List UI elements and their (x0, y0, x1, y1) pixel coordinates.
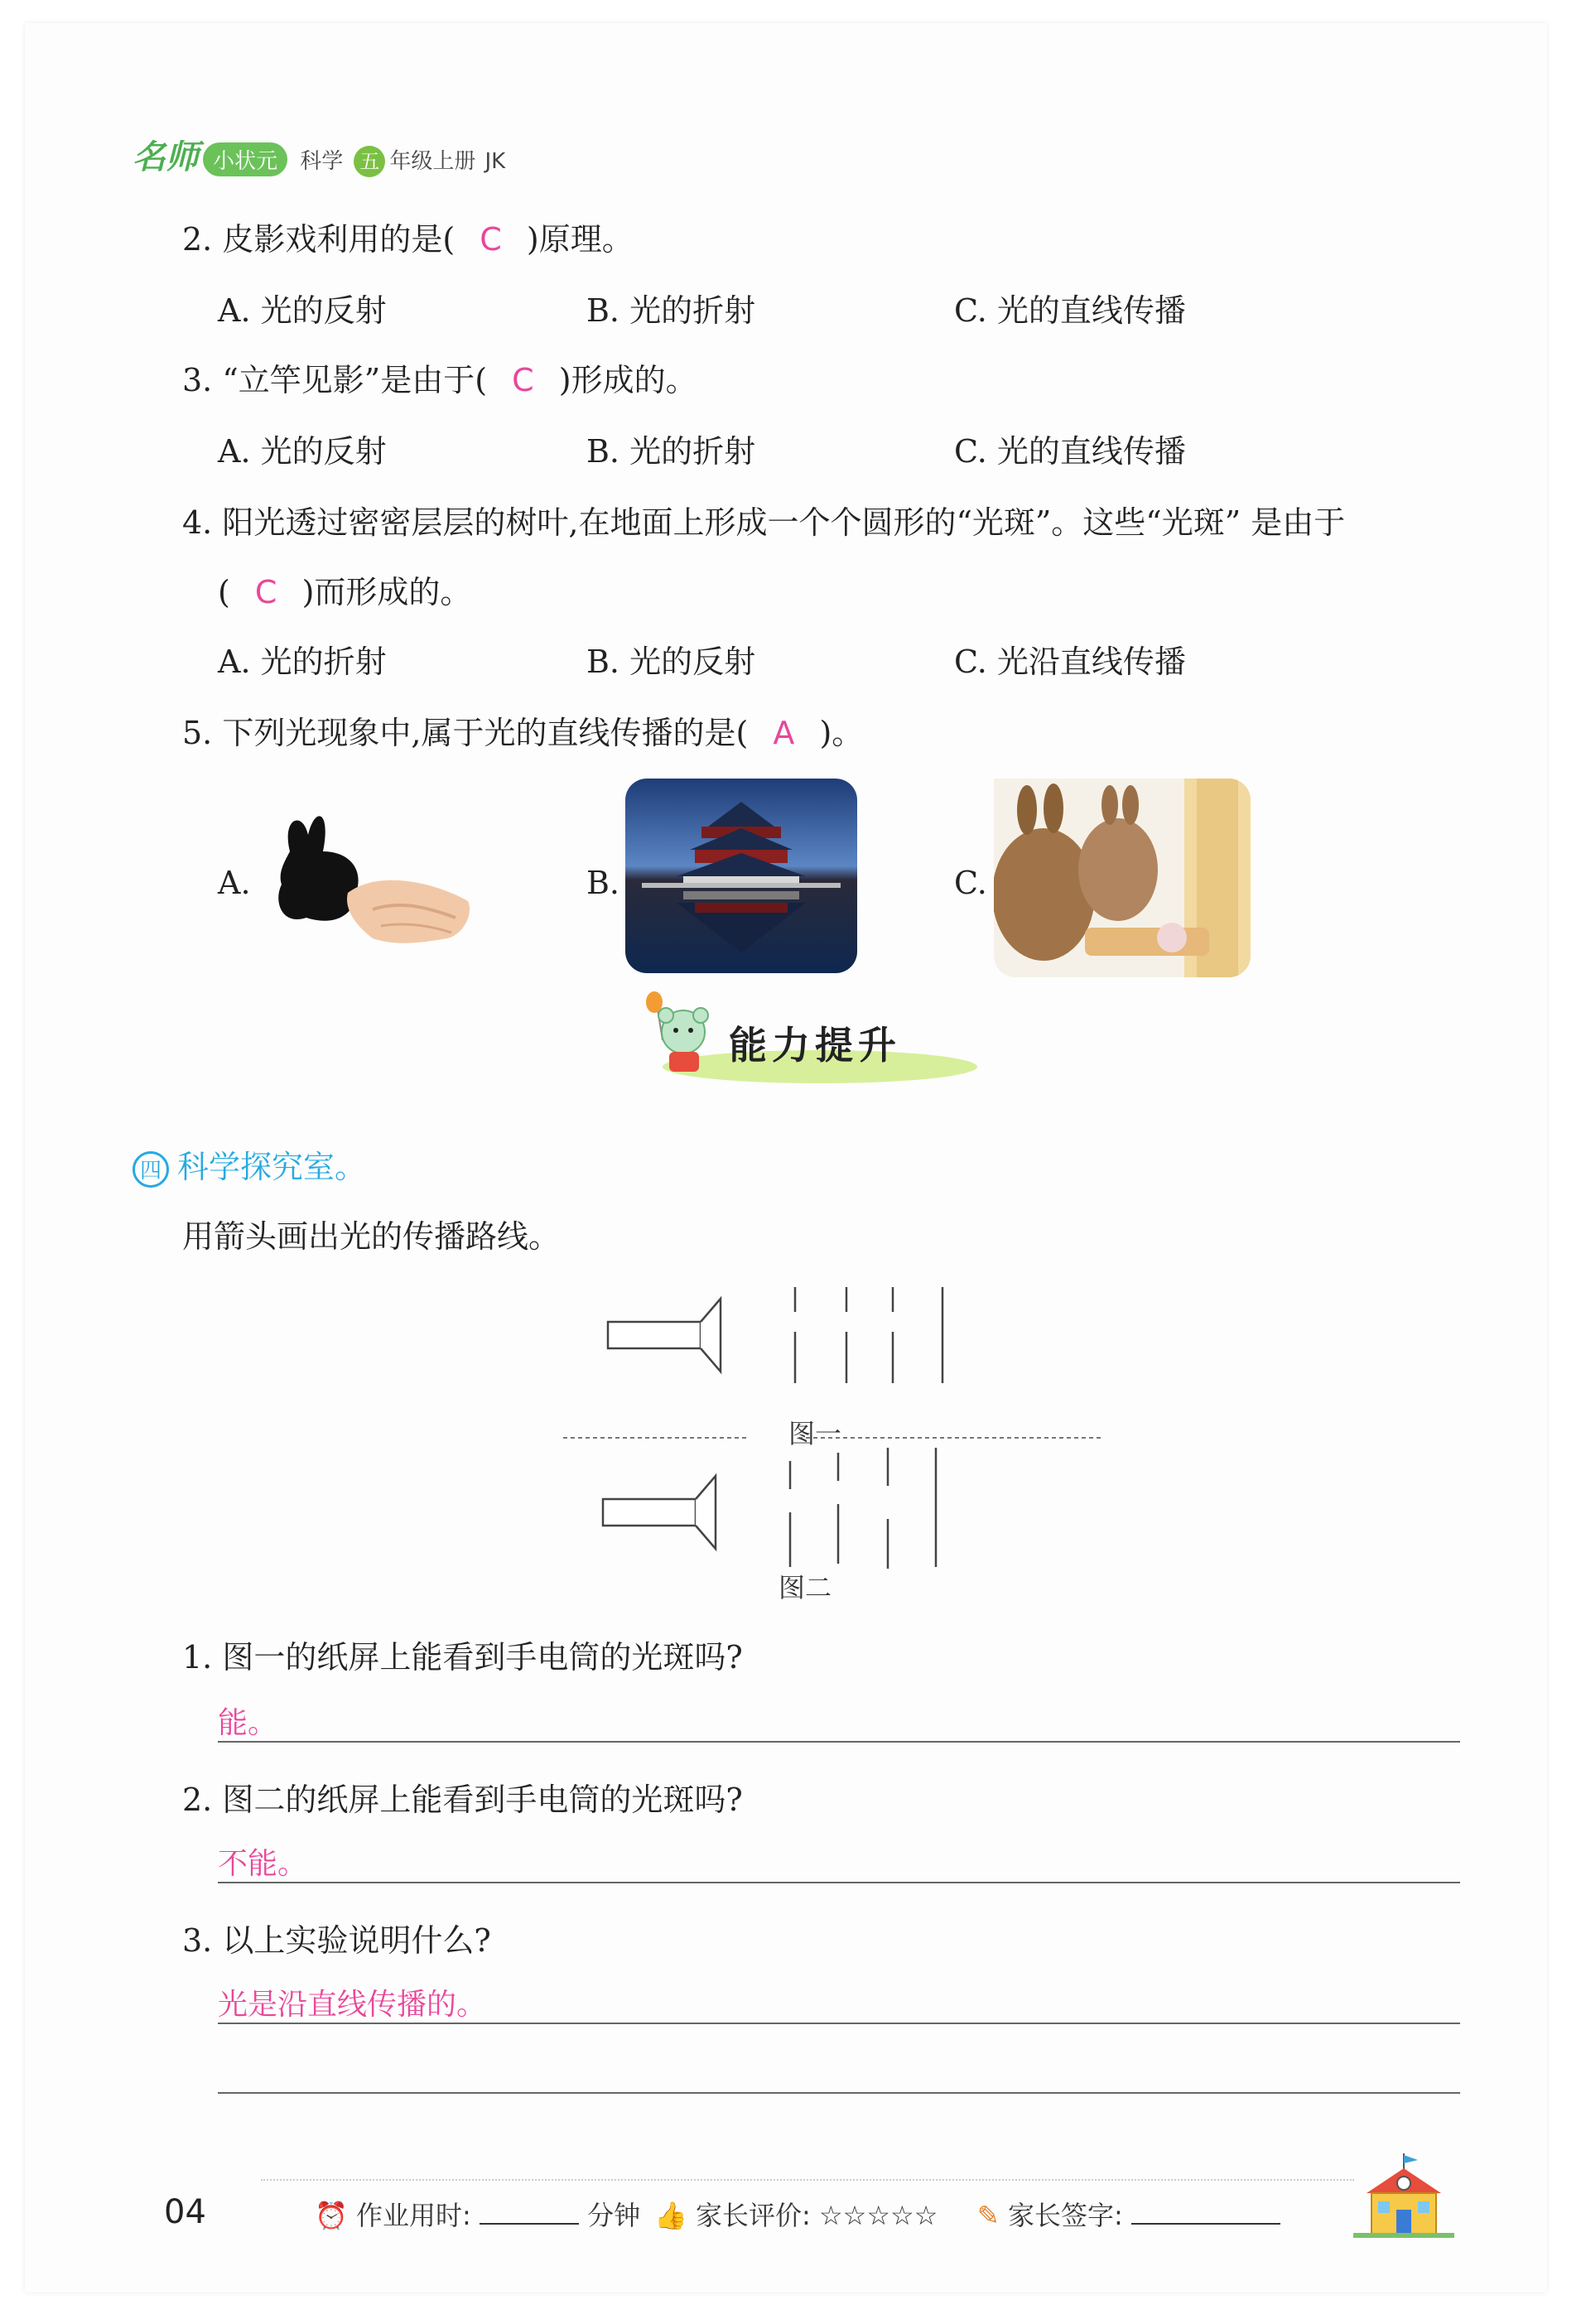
question-stem-end: )。 (819, 715, 864, 751)
thumbs-up-icon: 👍 (654, 2200, 687, 2231)
footer-divider (261, 2179, 1354, 2181)
figure-2-label: 图二 (779, 1572, 832, 1603)
question-stem: 阳光透过密密层层的树叶,在地面上形成一个个圆形的“光斑”。这些“光斑” 是由于 (222, 504, 1346, 541)
subquestion-text: 图一的纸屏上能看到手电筒的光斑吗? (222, 1639, 743, 1675)
rating-stars[interactable]: ☆☆☆☆☆ (818, 2200, 938, 2231)
q4-option-a: A. 光的折射 (218, 644, 387, 680)
brand-pill: 小状元 (203, 142, 287, 176)
subject-label: 科学 (300, 149, 344, 174)
q4-option-c: C. 光沿直线传播 (954, 644, 1186, 680)
time-blank[interactable] (480, 2223, 579, 2225)
section-number: 四 (133, 1151, 169, 1188)
subquestion-2 (182, 1774, 743, 1820)
question-stem: ( (218, 574, 230, 610)
subquestion-number: 2. (182, 1782, 213, 1818)
figure-1-label: 图一 (788, 1418, 842, 1449)
question-number: 3. (182, 362, 213, 398)
question-number: 4. (182, 504, 213, 541)
subquestion-number: 3. (182, 1922, 213, 1959)
section-heading (133, 1141, 366, 1188)
answer-2: 不能。 (218, 1847, 308, 1881)
eval-label: 家长评价: (696, 2200, 811, 2231)
q2-option-a: A. 光的反射 (218, 292, 387, 329)
subquestion-1 (182, 1632, 743, 1677)
signature-blank[interactable] (1131, 2223, 1280, 2225)
rabbit-mirror-image (994, 779, 1251, 977)
question-3 (182, 354, 697, 400)
sign-label: 家长签字: (1007, 2200, 1123, 2231)
alarm-clock-icon: ⏰ (315, 2200, 348, 2231)
screens-fig2 (790, 1448, 936, 1569)
answer-line (218, 1741, 1460, 1743)
q5-label-c: C. (954, 865, 987, 901)
ability-banner (638, 991, 977, 1086)
shadow-puppet-rabbit-image (257, 802, 480, 992)
time-label: 作业用时: (356, 2200, 471, 2231)
question-stem-end: )原理。 (526, 221, 634, 258)
pen-icon: ✎ (977, 2200, 1000, 2231)
page-header (133, 131, 505, 178)
answer-line (218, 1882, 1460, 1883)
instruction-text: 用箭头画出光的传播路线。 (182, 1218, 561, 1255)
q5-label-b: B. (586, 865, 620, 901)
question-stem-end: )而形成的。 (301, 574, 472, 610)
q3-option-c: C. 光的直线传播 (954, 433, 1186, 470)
answer-line (218, 2092, 1460, 2094)
subquestion-number: 1. (182, 1639, 213, 1675)
question-stem-end: )形成的。 (558, 362, 697, 398)
q3-option-a: A. 光的反射 (218, 433, 387, 470)
grade-badge: 五 (354, 146, 385, 177)
question-4 (182, 497, 1345, 542)
experiment-figure (555, 1282, 1118, 1613)
answer-mark: C (512, 362, 534, 398)
question-2 (182, 214, 634, 259)
question-stem: 皮影戏利用的是( (222, 221, 456, 258)
question-number: 2. (182, 221, 213, 258)
answer-line (218, 2023, 1460, 2024)
school-house-icon (1350, 2152, 1458, 2243)
question-4-line2 (218, 567, 471, 612)
answer-1: 能。 (218, 1706, 278, 1740)
homework-time (315, 2195, 640, 2233)
answer-3: 光是沿直线传播的。 (218, 1988, 487, 2022)
flashlight-1 (608, 1299, 721, 1372)
workbook-page (25, 23, 1547, 2293)
page-number: 04 (164, 2193, 206, 2231)
subquestion-text: 图二的纸屏上能看到手电筒的光斑吗? (222, 1782, 743, 1818)
volume-label: 年级上册 (389, 149, 476, 174)
parent-signature (977, 2195, 1280, 2233)
banner-title: 能力提升 (729, 1023, 901, 1068)
subquestion-text: 以上实验说明什么? (222, 1922, 491, 1959)
subquestion-3 (182, 1915, 491, 1960)
answer-mark: C (254, 574, 277, 610)
time-unit: 分钟 (587, 2200, 641, 2231)
section-title: 科学探究室。 (177, 1149, 367, 1185)
temple-reflection-image (625, 779, 857, 973)
q5-label-a: A. (218, 865, 251, 901)
question-5 (182, 707, 863, 753)
answer-mark: A (773, 715, 795, 751)
q4-option-b: B. 光的反射 (586, 644, 756, 680)
question-stem: 下列光现象中,属于光的直线传播的是( (222, 715, 749, 751)
q3-option-b: B. 光的折射 (586, 433, 756, 470)
q2-option-c: C. 光的直线传播 (954, 292, 1186, 329)
parent-evaluation (654, 2195, 938, 2233)
flashlight-2 (603, 1476, 716, 1549)
edition-label: JK (484, 149, 506, 174)
answer-mark: C (480, 221, 502, 258)
question-number: 5. (182, 715, 213, 751)
brand-logo-text: 名师 (133, 137, 199, 176)
screens-fig1 (795, 1287, 942, 1383)
q2-option-b: B. 光的折射 (586, 292, 756, 329)
question-stem: “立竿见影”是由于( (222, 362, 488, 398)
